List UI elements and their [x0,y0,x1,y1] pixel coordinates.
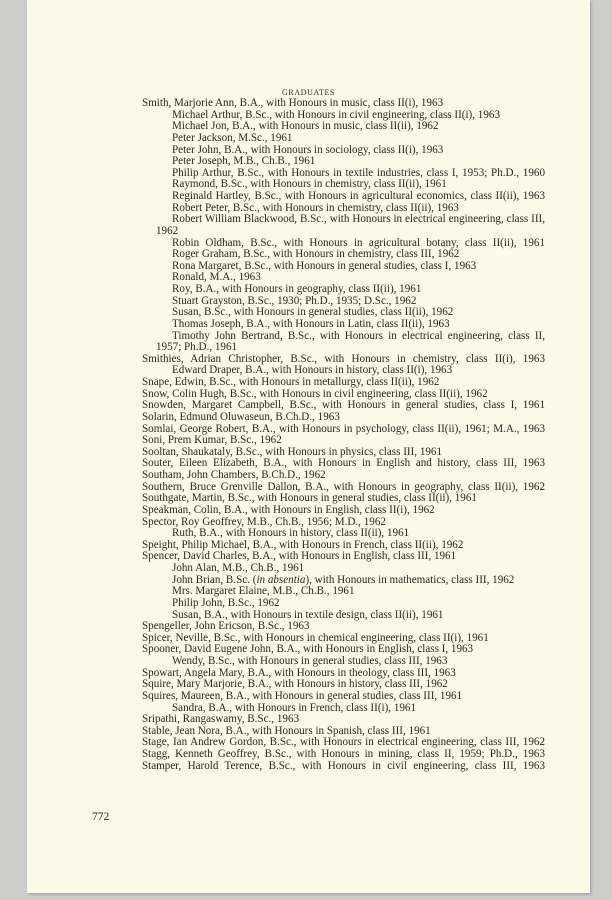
surname-entry [142,470,545,482]
entry-text: Timothy John Bertrand, B.Sc., with Honours in electrical engineering, class II, [172,330,545,342]
entry-text: Southgate, Martin, B.Sc., with Honours in general studies, class II(ii), 1961 [142,492,477,505]
entry-text: Stuart Grayston, B.Sc., 1930; Ph.D., 1935; D.Sc., 1962 [172,294,417,307]
surname-entry [142,412,545,424]
entry-text: Ruth, B.A., with Honours in history, class II(ii), 1961 [172,527,410,540]
entry-text: Spengeller, John Ericson, B.Sc., 1963 [142,620,310,633]
entry-text: Peter Jackson, M.Sc., 1961 [172,131,293,144]
entry-text: Susan, B.A., with Honours in textile design, class II(ii), 1961 [172,608,444,621]
entry-text: Spowart, Angela Mary, B.A., with Honours in theology, class III, 1963 [142,666,456,679]
entry-text: Sooltan, Shaukataly, B.Sc., with Honours in physics, class III, 1961 [142,445,443,458]
entry-text: Michael Arthur, B.Sc., with Honours in civil engineering, class II(i), 1963 [172,108,500,121]
entry-text: Squires, Maureen, B.A., with Honours in general studies, class III, 1961 [142,689,463,702]
entry-continuation [142,226,545,238]
entry-text: 1962 [156,224,179,237]
sub-entry [142,179,545,191]
surname-entry [142,389,545,401]
entry-text: Speakman, Colin, B.A., with Honours in English, class II(i), 1962 [142,503,435,516]
entry-text: Soni, Prem Kumar, B.Sc., 1962 [142,434,282,447]
sub-entry [142,319,545,331]
entry-text: Ronald, M.A., 1963 [172,271,261,284]
entry-text: John Brian, B.Sc. ( [172,573,257,586]
sub-entry [142,214,545,226]
entry-text: Peter John, B.A., with Honours in sociology, class II(i), 1963 [172,143,444,156]
entry-text: Roy, B.A., with Honours in geography, class II(ii), 1961 [172,283,422,295]
entry-text: Spooner, David Eugene John, B.A., with Honours in English, class I, 1963 [142,643,474,656]
entry-text: Sripathi, Rangaswamy, B.Sc., 1963 [142,713,300,726]
entry-text: Rona Margaret, B.Sc., with Honours in general studies, class I, 1963 [172,259,477,272]
page-number: 772 [92,811,110,823]
entry-text: Smith, Marjorie Ann, B.A., with Honours in music, class II(i), 1963 [142,97,444,109]
entry-text: Stable, Jean Nora, B.A., with Honours in Spanish, class III, 1961 [142,724,431,737]
graduate-list [142,98,545,772]
entry-text: Spicer, Neville, B.Sc., with Honours in chemical engineering, class II(i), 1961 [142,631,489,644]
entry-text: Philip Arthur, B.Sc., with Honours in textile industries, class I, 1953; Ph.D., 1960 [172,167,545,179]
entry-text: Michael Jon, B.A., with Honours in music, class II(ii), 1962 [172,120,439,133]
entry-italic-text: in absentia [256,573,306,586]
entry-text: Snowden, Margaret Campbell, B.Sc., with Honours in general studies, class I, 1961 [142,400,545,412]
entry-text: Snape, Edwin, B.Sc., with Honours in metallurgy, class II(ii), 1962 [142,376,440,388]
running-header: GRADUATES [282,88,335,97]
entry-text: Edward Draper, B.A., with Honours in history, class II(i), 1963 [172,364,453,377]
entry-text: Peter Joseph, M.B., Ch.B., 1961 [172,155,316,168]
entry-text: Southern, Bruce Grenville Dallon, B.A., with Honours in geography, class II(ii), 1962 [142,481,545,493]
entry-text: Southam, John Chambers, B.Ch.D., 1962 [142,469,326,481]
surname-entry [142,761,545,773]
entry-text: Thomas Joseph, B.A., with Honours in Latin, class II(ii), 1963 [172,317,450,330]
entry-text: Smithies, Adrian Christopher, B.Sc., with Honours in chemistry, class II(i), 1963 [142,353,545,365]
entry-text: Robert William Blackwood, B.Sc., with Honours in electrical engineering, class III, [172,214,545,226]
entry-text: Spector, Roy Geoffrey, M.B., Ch.B., 1956; M.D., 1962 [142,515,386,528]
entry-text: Somlai, George Robert, B.A., with Honours in psychology, class II(ii), 1961; M.A., 1963 [142,423,545,435]
entry-text: Robert Peter, B.Sc., with Honours in chemistry, class II(ii), 1963 [172,201,459,214]
entry-text: 1957; Ph.D., 1961 [156,341,238,354]
entry-text: Snow, Colin Hugh, B.Sc., with Honours in civil engineering, class II(ii), 1962 [142,387,488,400]
entry-text: Susan, B.Sc., with Honours in general studies, class II(ii), 1962 [172,306,454,319]
entry-text: Mrs. Margaret Elaine, M.B., Ch.B., 1961 [172,585,355,598]
entry-text: Squire, Mary Marjorie, B.A., with Honours in history, class III, 1962 [142,678,448,691]
surname-entry [142,726,545,738]
entry-text: Spencer, David Charles, B.A., with Honours in English, class III, 1961 [142,550,457,563]
entry-text: Speight, Philip Michael, B.A., with Honours in French, class II(ii), 1962 [142,538,464,551]
entry-text: Stagg, Kenneth Geoffrey, B.Sc., with Honours in mining, class II, 1959; Ph.D., 1963 [142,749,545,760]
entry-text: Philip John, B.Sc., 1962 [172,596,280,609]
sub-entry [142,203,545,215]
entry-text: Solarin, Edmund Oluwaseun, B.Ch.D., 1963 [142,410,340,423]
entry-text: John Alan, M.B., Ch.B., 1961 [172,562,305,574]
entry-text: Reginald Hartley, B.Sc., with Honours in agricultural economics, class II(ii), 1963 [172,191,545,202]
entry-text: Sandra, B.A., with Honours in French, class II(i), 1961 [172,701,417,714]
entry-text: Raymond, B.Sc., with Honours in chemistry, class II(ii), 1961 [172,178,447,191]
entry-text: Roger Graham, B.Sc., with Honours in chemistry, class III, 1962 [172,248,460,261]
entry-text: Stamper, Harold Terence, B.Sc., with Honours in civil engineering, class III, 1963 [142,760,545,772]
entry-text: Robin Oldham, B.Sc., with Honours in agricultural botany, class II(ii), 1961 [172,237,545,249]
surname-entry [142,749,545,761]
entry-text: Stage, Ian Andrew Gordon, B.Sc., with Honours in electrical engineering, class III, 1962 [142,737,545,749]
surname-entry [142,447,545,459]
entry-text-after: ), with Honours in mathematics, class III, 1962 [305,573,515,586]
surname-entry [142,737,545,749]
entry-text: Souter, Eileen Elizabeth, B.A., with Honours in English and history, class III, 1963 [142,458,545,470]
entry-text: Wendy, B.Sc., with Honours in general studies, class III, 1963 [172,655,448,667]
entry-continuation [142,342,545,354]
sub-entry [142,156,545,168]
